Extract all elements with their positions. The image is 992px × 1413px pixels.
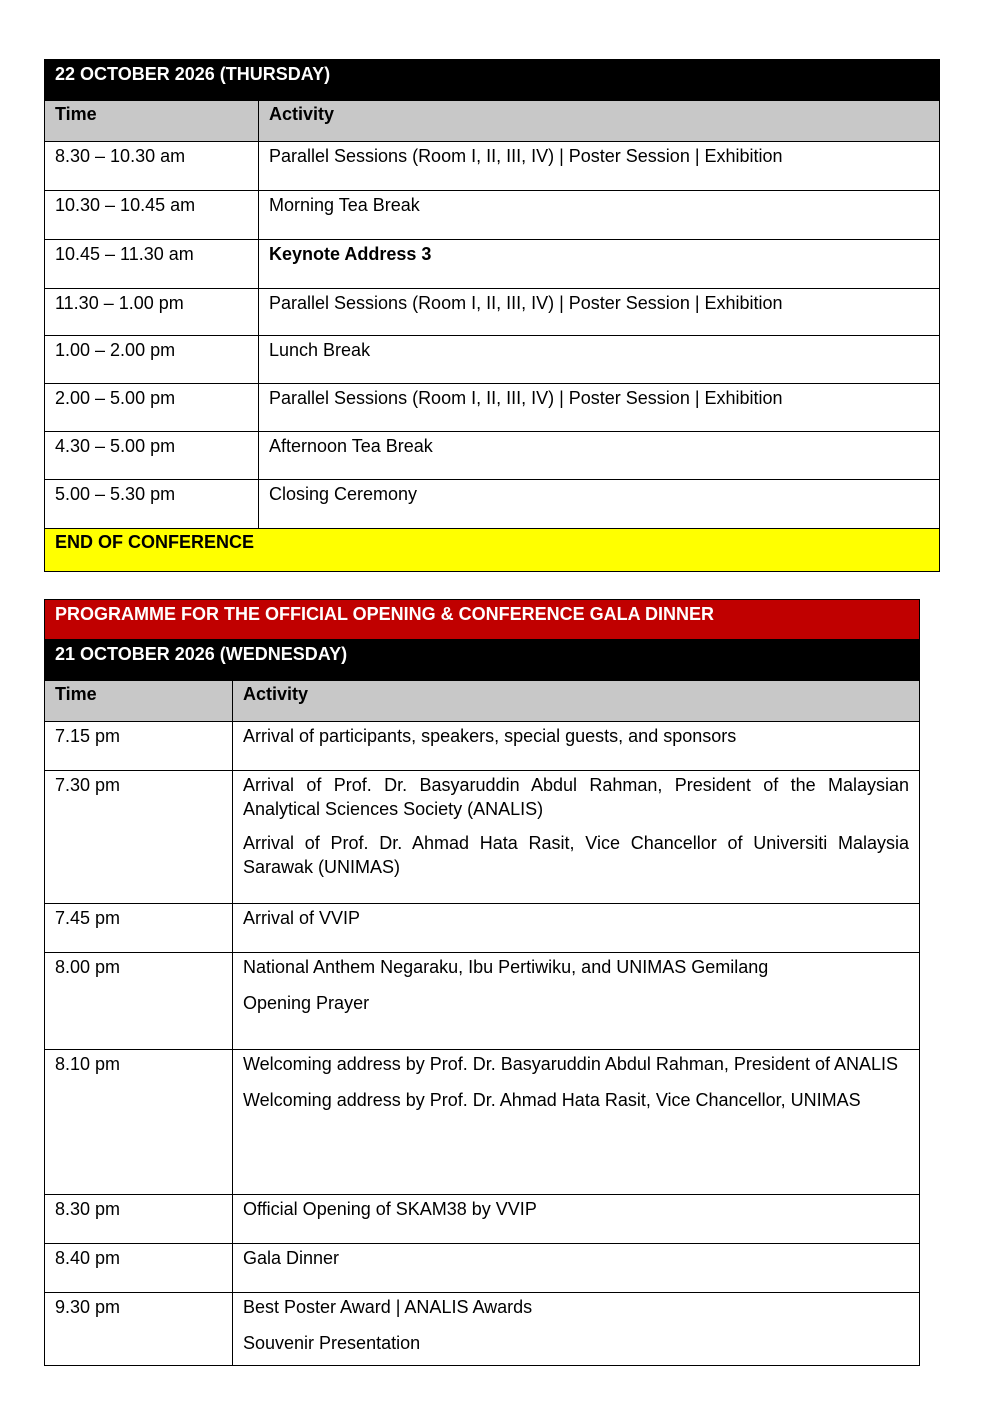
activity-line: Welcoming address by Prof. Dr. Basyaruddin Abdul Rahman, President of ANALIS <box>243 1054 899 1074</box>
day2-schedule-table <box>44 59 940 572</box>
row-activity <box>233 1244 920 1293</box>
row-activity <box>233 953 920 1050</box>
row-time: 7.45 pm <box>45 904 233 953</box>
row-time: 4.30 – 5.00 pm <box>45 432 259 480</box>
row-activity <box>233 1195 920 1244</box>
row-activity <box>233 904 920 953</box>
gala-programme-table <box>44 599 920 1366</box>
activity-line: Arrival of participants, speakers, special guests, and sponsors <box>243 726 737 746</box>
header-activity: Activity <box>233 681 920 722</box>
table-row <box>45 191 940 240</box>
table-row <box>45 1244 920 1293</box>
row-time: 8.10 pm <box>45 1050 233 1195</box>
table-row <box>45 1050 920 1195</box>
row-time: 7.30 pm <box>45 771 233 904</box>
keynote-label: Keynote Address 3 <box>269 244 432 264</box>
row-time: 8.30 pm <box>45 1195 233 1244</box>
header-activity: Activity <box>259 101 940 142</box>
row-time: 10.30 – 10.45 am <box>45 191 259 240</box>
row-time: 8.00 pm <box>45 953 233 1050</box>
table-row <box>45 289 940 336</box>
row-time: 5.00 – 5.30 pm <box>45 480 259 529</box>
row-activity <box>233 771 920 904</box>
row-activity: Parallel Sessions (Room I, II, III, IV) | Poster Session | Exhibition <box>259 142 940 191</box>
activity-line: Arrival of Prof. Dr. Ahmad Hata Rasit, Vice Chancellor of Universiti Malaysia Sarawak (UNIMAS) <box>243 833 910 877</box>
row-activity <box>233 1293 920 1366</box>
table-row <box>45 771 920 904</box>
row-time: 10.45 – 11.30 am <box>45 240 259 289</box>
table-row <box>45 904 920 953</box>
gala-date: 21 OCTOBER 2026 (WEDNESDAY) <box>45 640 920 681</box>
activity-line: Souvenir Presentation <box>243 1333 421 1353</box>
row-time: 11.30 – 1.00 pm <box>45 289 259 336</box>
table-row <box>45 953 920 1050</box>
table-row <box>45 722 920 771</box>
end-of-conference-label: END OF CONFERENCE <box>45 529 940 572</box>
header-time: Time <box>45 681 233 722</box>
row-activity: Lunch Break <box>259 336 940 384</box>
table-row <box>45 142 940 191</box>
row-activity <box>233 1050 920 1195</box>
table-row <box>45 336 940 384</box>
row-time: 8.30 – 10.30 am <box>45 142 259 191</box>
row-activity: Closing Ceremony <box>259 480 940 529</box>
activity-line: Official Opening of SKAM38 by VVIP <box>243 1199 537 1219</box>
row-activity: Parallel Sessions (Room I, II, III, IV) | Poster Session | Exhibition <box>259 289 940 336</box>
activity-line: Arrival of VVIP <box>243 908 361 928</box>
row-activity: Parallel Sessions (Room I, II, III, IV) | Poster Session | Exhibition <box>259 384 940 432</box>
row-time: 7.15 pm <box>45 722 233 771</box>
table-row <box>45 240 940 289</box>
row-time: 8.40 pm <box>45 1244 233 1293</box>
activity-line: National Anthem Negaraku, Ibu Pertiwiku, and UNIMAS Gemilang <box>243 957 769 977</box>
activity-line: Welcoming address by Prof. Dr. Ahmad Hata Rasit, Vice Chancellor, UNIMAS <box>243 1090 861 1110</box>
activity-line: Arrival of Prof. Dr. Basyaruddin Abdul Rahman, President of the Malaysian Analytical Sciences Society (ANALIS) <box>243 775 910 819</box>
table-row <box>45 480 940 529</box>
activity-line: Gala Dinner <box>243 1248 340 1268</box>
table-row <box>45 1293 920 1366</box>
row-time: 9.30 pm <box>45 1293 233 1366</box>
activity-line: Best Poster Award | ANALIS Awards <box>243 1297 533 1317</box>
row-time: 1.00 – 2.00 pm <box>45 336 259 384</box>
row-time: 2.00 – 5.00 pm <box>45 384 259 432</box>
header-time: Time <box>45 101 259 142</box>
table-row <box>45 1195 920 1244</box>
row-activity: Afternoon Tea Break <box>259 432 940 480</box>
day2-title: 22 OCTOBER 2026 (THURSDAY) <box>45 60 940 101</box>
activity-line: Opening Prayer <box>243 993 370 1013</box>
row-activity <box>259 240 940 289</box>
table-row <box>45 432 940 480</box>
row-activity <box>233 722 920 771</box>
gala-title: PROGRAMME FOR THE OFFICIAL OPENING & CONFERENCE GALA DINNER <box>45 600 920 640</box>
row-activity: Morning Tea Break <box>259 191 940 240</box>
table-row <box>45 384 940 432</box>
